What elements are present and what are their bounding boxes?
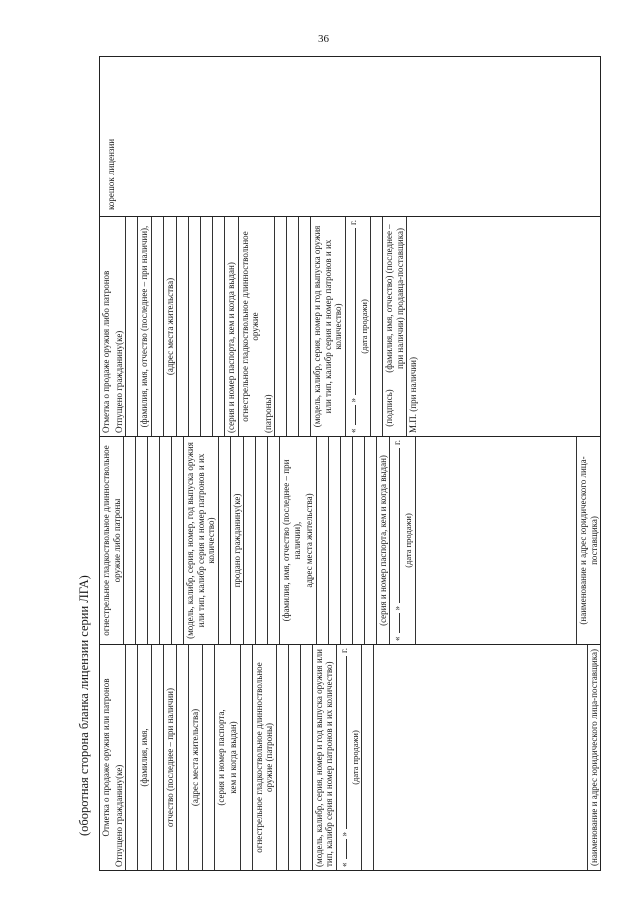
col3-stamp: М.П. (при наличии) xyxy=(408,357,418,433)
col1-passport-hint: (серия и номер паспорта, xyxy=(215,709,226,806)
col3-month-blank[interactable] xyxy=(355,228,356,395)
col1-sold-to: Отпущено гражданину(ке) xyxy=(113,645,127,870)
col3-fill-line[interactable] xyxy=(275,217,287,436)
col2-fill-line[interactable] xyxy=(353,437,365,644)
col1-fill-line[interactable] xyxy=(177,645,189,870)
col2-fill-area[interactable] xyxy=(416,437,578,644)
col1-quote-open: « xyxy=(338,862,349,867)
col2-address-hint: адрес места жительства) xyxy=(303,437,317,644)
col1-fill-line[interactable] xyxy=(126,645,138,870)
col2-fill-line[interactable] xyxy=(329,437,341,644)
col1-model-hint: (модель, калибр, серия, номер и год выпуска оружия или тип, калибр серия и номер патронов и их количество) xyxy=(313,645,337,870)
col2-fill-line[interactable] xyxy=(148,437,160,644)
col1-address-hint: (адрес места жительства) xyxy=(189,645,203,870)
col2-fill-line[interactable] xyxy=(136,437,148,644)
col3-day-blank[interactable] xyxy=(355,406,356,426)
col1-fill-line[interactable] xyxy=(289,645,301,870)
column-weapon-ammo xyxy=(100,436,600,644)
col3-signature-block xyxy=(383,217,407,436)
col1-fill-line[interactable] xyxy=(277,645,289,870)
col3-fill-area xyxy=(420,217,601,436)
col2-model-hint: (модель, калибр, серия, номер, год выпуска оружия или тип, калибр серия и номер патронов и их количество) xyxy=(184,437,219,644)
col3-seller-name-hint: (фамилия, имя, отчество) (последнее – при наличии) продавца-поставщика) xyxy=(384,224,405,373)
col3-name-hint: (фамилия, имя, отчество (последнее – при наличии), xyxy=(138,217,152,436)
col1-fill-line[interactable] xyxy=(152,645,164,870)
col3-model-hint: (модель, калибр, серия, номер и год выпуска оружия или тип, калибр серия и номер патронов и их количество) xyxy=(311,217,346,436)
col3-fill-line[interactable] xyxy=(126,217,138,436)
col1-month-blank[interactable] xyxy=(346,656,347,829)
col1-fill-line[interactable] xyxy=(241,645,253,870)
col3-signature-hint: (подпись) xyxy=(384,389,394,427)
col3-fill-line[interactable] xyxy=(371,217,383,436)
col3-fill-line[interactable] xyxy=(287,217,299,436)
rotated-form xyxy=(71,56,601,871)
col2-fill-line[interactable] xyxy=(160,437,172,644)
col3-passport-hint: (серия и номер паспорта, кем и когда выдан) xyxy=(225,217,239,436)
form-heading: (оборотная сторона бланка лицензии серии ЛГА) xyxy=(77,575,91,836)
stub-title: корешок лицензии xyxy=(106,138,116,210)
col1-day-blank[interactable] xyxy=(346,840,347,860)
col2-date-row[interactable] xyxy=(390,437,402,644)
column-sale-mark-2 xyxy=(100,216,600,436)
col3-quote-open: « xyxy=(347,428,358,433)
col1-quote-close: » xyxy=(338,832,349,837)
col1-fill-area[interactable] xyxy=(374,645,588,870)
col2-fill-line[interactable] xyxy=(256,437,268,644)
col1-weapon-type: огнестрельное гладкоствольное длинноствольное оружие (патроны) xyxy=(253,645,277,870)
column-sale-mark-1 xyxy=(100,644,600,870)
col1-title: Отметка о продаже оружия или патронов xyxy=(101,678,111,837)
col2-fill-line[interactable] xyxy=(365,437,377,644)
col3-fill-line[interactable] xyxy=(177,217,189,436)
col1-patronymic-hint: отчество (последнее – при наличии) xyxy=(164,645,178,870)
col1-date-row[interactable] xyxy=(337,645,349,870)
col1-date-hint: (дата продажи) xyxy=(349,645,363,870)
col2-fill-line[interactable] xyxy=(268,437,280,644)
col2-fill-line[interactable] xyxy=(244,437,256,644)
stub-area[interactable] xyxy=(122,57,600,216)
col1-fill-line[interactable] xyxy=(203,645,215,870)
col2-name-hint: (фамилия, имя, отчество (последнее – при наличии), xyxy=(281,459,302,622)
col3-sold-to: Отпущено гражданину(ке) xyxy=(113,217,127,436)
col2-fill-line[interactable] xyxy=(341,437,353,644)
col3-title: Отметка о продаже оружия либо патронов xyxy=(101,270,111,433)
license-back-table xyxy=(99,56,601,871)
col2-quote-close: » xyxy=(392,606,402,611)
col3-address-hint: (адрес места жительства) xyxy=(164,217,178,436)
col2-fill-line[interactable] xyxy=(124,437,136,644)
col1-fill-line[interactable] xyxy=(362,645,374,870)
col3-date-row[interactable] xyxy=(346,217,358,436)
form-area xyxy=(71,56,601,871)
col3-ammo-hint: (патроны) xyxy=(262,217,276,436)
col3-fill-line[interactable] xyxy=(152,217,164,436)
col3-fill-line[interactable] xyxy=(201,217,213,436)
col3-weapon-type: огнестрельное гладкоствольное длинноствольное оружие xyxy=(239,231,260,422)
column-license-stub xyxy=(100,57,600,216)
col2-day-blank[interactable] xyxy=(399,614,400,634)
col2-month-blank[interactable] xyxy=(399,448,400,603)
col2-quote-open: « xyxy=(392,636,402,641)
col3-quote-close: » xyxy=(347,398,358,403)
col2-seller-hint: (наименование и адрес юридического лица-поставщика) xyxy=(578,456,599,625)
col2-fill-line[interactable] xyxy=(172,437,184,644)
col2-sold-to: продано гражданину(ке) xyxy=(231,437,245,644)
col2-weapon-type: огнестрельное гладкоствольное длинноствольное оружие либо патроны xyxy=(100,437,124,644)
col3-fill-line[interactable] xyxy=(189,217,201,436)
col1-seller-hint: (наименование и адрес юридического лица-поставщика) xyxy=(588,649,599,866)
col3-date-hint: (дата продажи) xyxy=(358,217,372,436)
page-number: 36 xyxy=(318,33,329,45)
col2-date-hint: (дата продажи) xyxy=(402,437,416,644)
col3-fill-line[interactable] xyxy=(299,217,311,436)
col2-passport-hint: (серия и номер паспорта, кем и когда выдан) xyxy=(377,437,391,644)
col3-fill-line[interactable] xyxy=(213,217,225,436)
col2-year-suffix: г. xyxy=(392,440,402,445)
col1-name-hint: (фамилия, имя, xyxy=(138,645,152,870)
col3-year-suffix: г. xyxy=(347,220,358,225)
col1-fill-line[interactable] xyxy=(301,645,313,870)
col2-fill-line[interactable] xyxy=(219,437,231,644)
col1-year-suffix: г. xyxy=(338,648,349,653)
col1-issued-hint: кем и когда выдан) xyxy=(227,645,241,870)
col2-fill-line[interactable] xyxy=(317,437,329,644)
